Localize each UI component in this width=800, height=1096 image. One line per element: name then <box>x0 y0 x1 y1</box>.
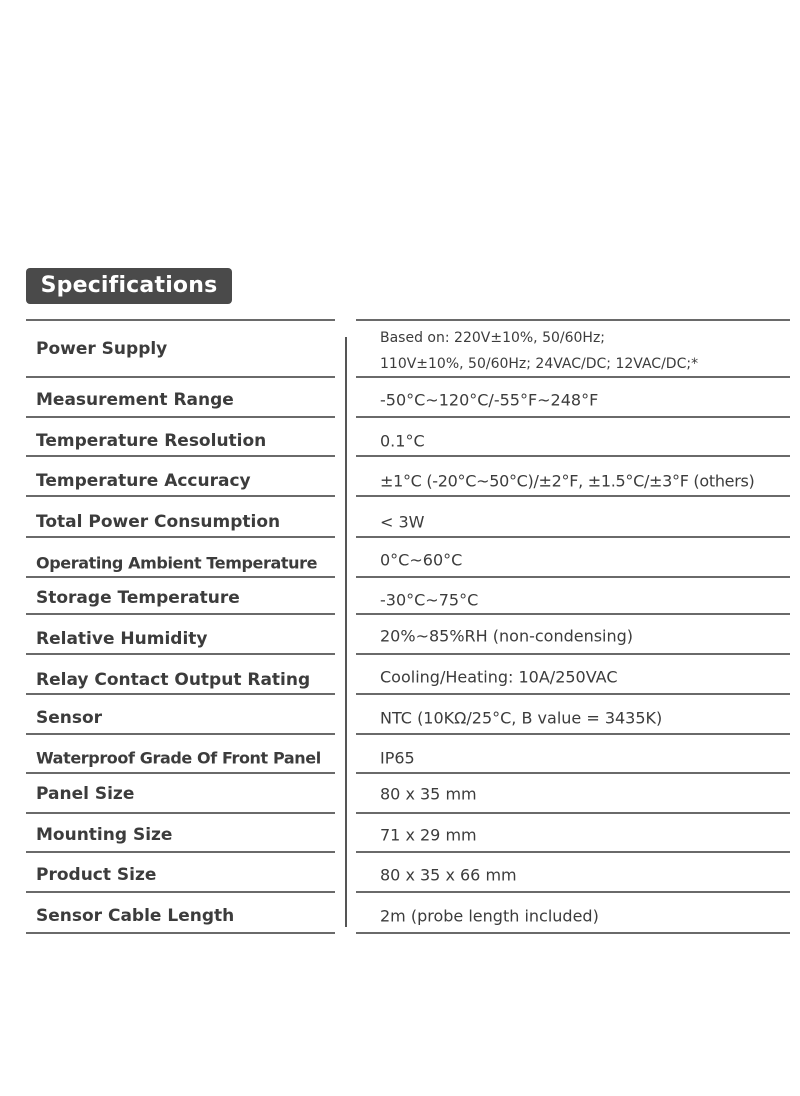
row-rule <box>26 536 335 538</box>
spec-value-temperature-resolution: 0.1°C <box>380 431 425 451</box>
row-rule <box>26 416 335 418</box>
spec-value-power-supply-line2: 110V±10%, 50/60Hz; 24VAC/DC; 12VAC/DC;* <box>380 356 699 372</box>
row-rule <box>26 455 335 457</box>
spec-label-waterproof-grade: Waterproof Grade Of Front Panel <box>36 748 321 768</box>
spec-value-panel-size: 80 x 35 mm <box>380 784 477 804</box>
row-rule <box>26 812 335 814</box>
row-rule <box>26 733 335 735</box>
row-rule <box>356 613 790 615</box>
spec-value-relative-humidity: 20%~85%RH (non-condensing) <box>380 626 634 646</box>
section-title-badge: Specifications <box>26 268 232 304</box>
row-rule <box>356 653 790 655</box>
row-rule <box>356 891 790 893</box>
row-rule <box>356 536 790 538</box>
row-rule <box>356 772 790 774</box>
row-rule <box>356 319 790 321</box>
spec-label-temperature-accuracy: Temperature Accuracy <box>36 471 251 491</box>
row-rule <box>356 576 790 578</box>
row-rule <box>356 495 790 497</box>
spec-value-product-size: 80 x 35 x 66 mm <box>380 865 517 885</box>
spec-value-temperature-accuracy: ±1°C (-20°C~50°C)/±2°F, ±1.5°C/±3°F (others) <box>380 471 755 491</box>
spec-value-power-supply <box>380 325 790 377</box>
spec-value-measurement-range: -50°C~120°C/-55°F~248°F <box>380 390 599 410</box>
spec-label-measurement-range: Measurement Range <box>36 390 234 410</box>
row-rule <box>356 851 790 853</box>
row-rule <box>356 416 790 418</box>
row-rule <box>26 495 335 497</box>
spec-value-total-power-consumption: < 3W <box>380 512 425 532</box>
spec-label-temperature-resolution: Temperature Resolution <box>36 431 267 451</box>
row-rule <box>356 693 790 695</box>
row-rule <box>26 613 335 615</box>
row-rule <box>26 932 335 934</box>
row-rule <box>26 693 335 695</box>
row-rule <box>356 376 790 378</box>
spec-label-power-supply: Power Supply <box>36 339 168 359</box>
spec-label-product-size: Product Size <box>36 865 157 885</box>
spec-label-sensor-cable-length: Sensor Cable Length <box>36 906 235 926</box>
spec-label-relay-contact-output-rating: Relay Contact Output Rating <box>36 670 311 690</box>
spec-value-power-supply-line1: Based on: 220V±10%, 50/60Hz; <box>380 330 606 346</box>
row-rule <box>26 891 335 893</box>
spec-label-total-power-consumption: Total Power Consumption <box>36 512 281 532</box>
spec-label-mounting-size: Mounting Size <box>36 825 173 845</box>
spec-value-sensor-cable-length: 2m (probe length included) <box>380 906 599 926</box>
spec-value-waterproof-grade: IP65 <box>380 748 415 768</box>
row-rule <box>26 376 335 378</box>
row-rule <box>356 932 790 934</box>
row-rule <box>26 851 335 853</box>
spec-value-operating-ambient-temperature: 0°C~60°C <box>380 550 463 570</box>
spec-label-operating-ambient-temperature: Operating Ambient Temperature <box>36 553 318 573</box>
spec-label-panel-size: Panel Size <box>36 784 135 804</box>
row-rule <box>356 733 790 735</box>
spec-value-sensor: NTC (10KΩ/25°C, B value = 3435K) <box>380 708 663 728</box>
row-rule <box>26 653 335 655</box>
spec-value-relay-contact-output-rating: Cooling/Heating: 10A/250VAC <box>380 667 618 687</box>
spec-value-mounting-size: 71 x 29 mm <box>380 825 477 845</box>
row-rule <box>26 576 335 578</box>
spec-label-storage-temperature: Storage Temperature <box>36 588 240 608</box>
row-rule <box>356 455 790 457</box>
row-rule <box>356 812 790 814</box>
spec-label-relative-humidity: Relative Humidity <box>36 629 208 649</box>
row-rule <box>26 772 335 774</box>
column-divider <box>345 337 347 927</box>
row-rule <box>26 319 335 321</box>
spec-value-storage-temperature: -30°C~75°C <box>380 590 479 610</box>
spec-label-sensor: Sensor <box>36 708 103 728</box>
